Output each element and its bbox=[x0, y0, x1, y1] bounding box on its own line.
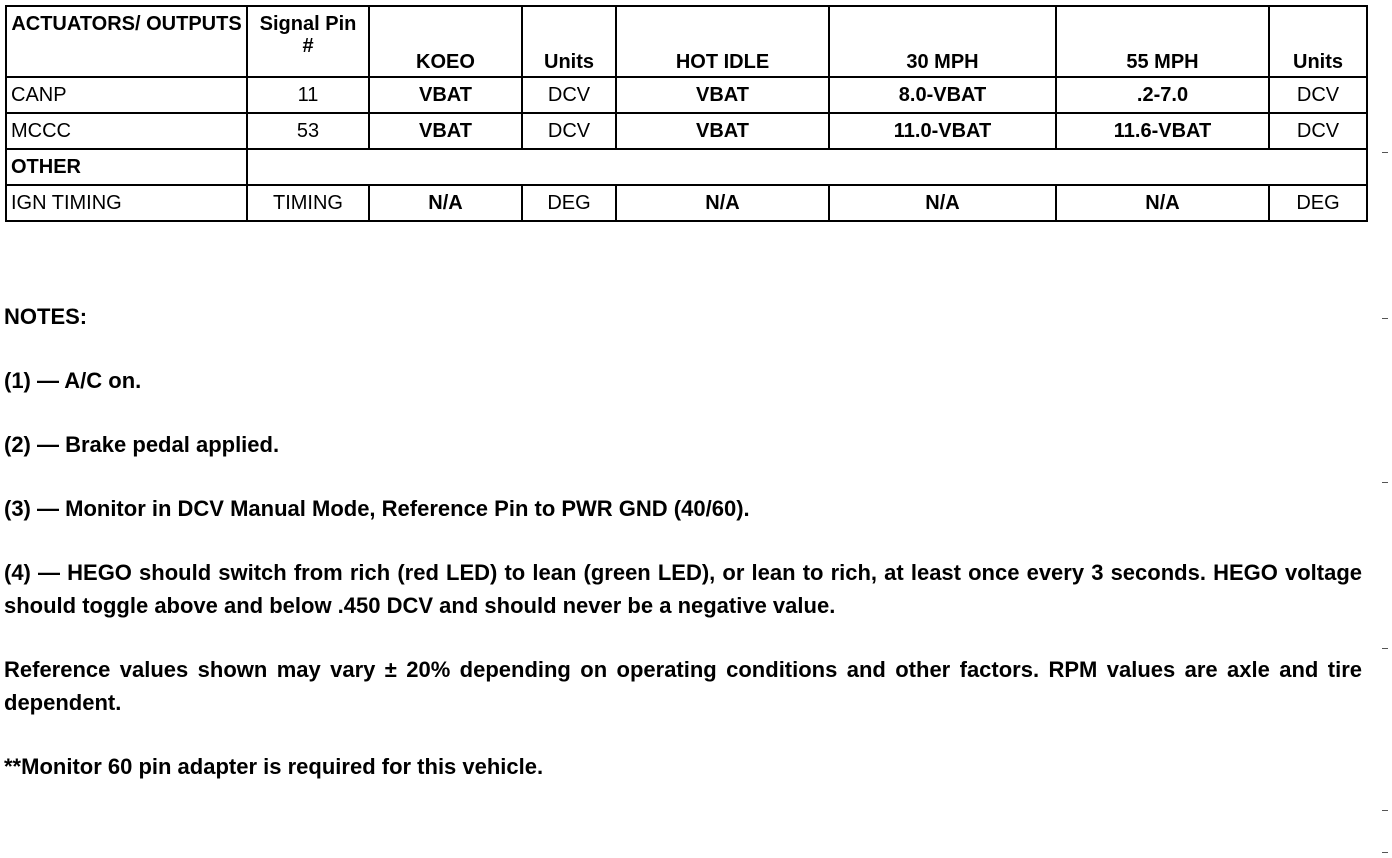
units-cell-2: DCV bbox=[1269, 113, 1367, 149]
table-row bbox=[6, 185, 1367, 221]
margin-tick bbox=[1382, 810, 1388, 811]
reference-values-note: Reference values shown may vary ± 20% depending on operating conditions and other factors. RPM values are axle and tire dependent. bbox=[4, 657, 1362, 715]
header-units: Units bbox=[522, 6, 616, 77]
units-cell: DCV bbox=[522, 77, 616, 113]
header-hot-idle: HOT IDLE bbox=[616, 6, 829, 77]
row-label: CANP bbox=[6, 77, 247, 113]
signal-pin-cell: 53 bbox=[247, 113, 369, 149]
section-label-other: OTHER bbox=[6, 149, 247, 185]
koeo-cell: VBAT bbox=[369, 113, 522, 149]
hot-idle-cell: VBAT bbox=[616, 77, 829, 113]
note-1: (1) — A/C on. bbox=[4, 368, 142, 393]
table-header-row bbox=[6, 6, 1367, 77]
note-2: (2) — Brake pedal applied. bbox=[4, 432, 280, 457]
55-mph-cell: .2-7.0 bbox=[1056, 77, 1269, 113]
koeo-cell: VBAT bbox=[369, 77, 522, 113]
header-55-mph: 55 MPH bbox=[1056, 6, 1269, 77]
note-3: (3) — Monitor in DCV Manual Mode, Reference Pin to PWR GND (40/60). bbox=[4, 496, 750, 521]
table-row bbox=[6, 77, 1367, 113]
reference-values-table bbox=[5, 5, 1368, 222]
55-mph-cell: N/A bbox=[1056, 185, 1269, 221]
30-mph-cell: N/A bbox=[829, 185, 1056, 221]
units-cell-2: DCV bbox=[1269, 77, 1367, 113]
hot-idle-cell: VBAT bbox=[616, 113, 829, 149]
margin-tick bbox=[1382, 648, 1388, 649]
signal-pin-cell: 11 bbox=[247, 77, 369, 113]
koeo-cell: N/A bbox=[369, 185, 522, 221]
header-30-mph: 30 MPH bbox=[829, 6, 1056, 77]
notes-section bbox=[4, 300, 1362, 814]
row-label: IGN TIMING bbox=[6, 185, 247, 221]
units-cell-2: DEG bbox=[1269, 185, 1367, 221]
section-row bbox=[6, 149, 1367, 185]
30-mph-cell: 11.0-VBAT bbox=[829, 113, 1056, 149]
header-units-2: Units bbox=[1269, 6, 1367, 77]
55-mph-cell: 11.6-VBAT bbox=[1056, 113, 1269, 149]
margin-tick bbox=[1382, 152, 1388, 153]
section-row-empty bbox=[247, 149, 1367, 185]
header-signal-pin: Signal Pin # bbox=[247, 6, 369, 77]
notes-heading: NOTES: bbox=[4, 304, 88, 329]
table-row bbox=[6, 113, 1367, 149]
header-koeo: KOEO bbox=[369, 6, 522, 77]
signal-pin-cell: TIMING bbox=[247, 185, 369, 221]
hot-idle-cell: N/A bbox=[616, 185, 829, 221]
margin-tick bbox=[1382, 318, 1388, 319]
30-mph-cell: 8.0-VBAT bbox=[829, 77, 1056, 113]
units-cell: DCV bbox=[522, 113, 616, 149]
units-cell: DEG bbox=[522, 185, 616, 221]
margin-tick bbox=[1382, 852, 1388, 853]
monitor-adapter-note: **Monitor 60 pin adapter is required for this vehicle. bbox=[4, 754, 544, 779]
header-actuators-outputs: ACTUATORS/ OUTPUTS bbox=[6, 6, 247, 77]
note-4: (4) — HEGO should switch from rich (red LED) to lean (green LED), or lean to rich, at least once every 3 seconds. HEGO voltage should toggle above and below .450 DCV and should never be a negative value. bbox=[4, 560, 1362, 618]
row-label: MCCC bbox=[6, 113, 247, 149]
margin-tick bbox=[1382, 482, 1388, 483]
